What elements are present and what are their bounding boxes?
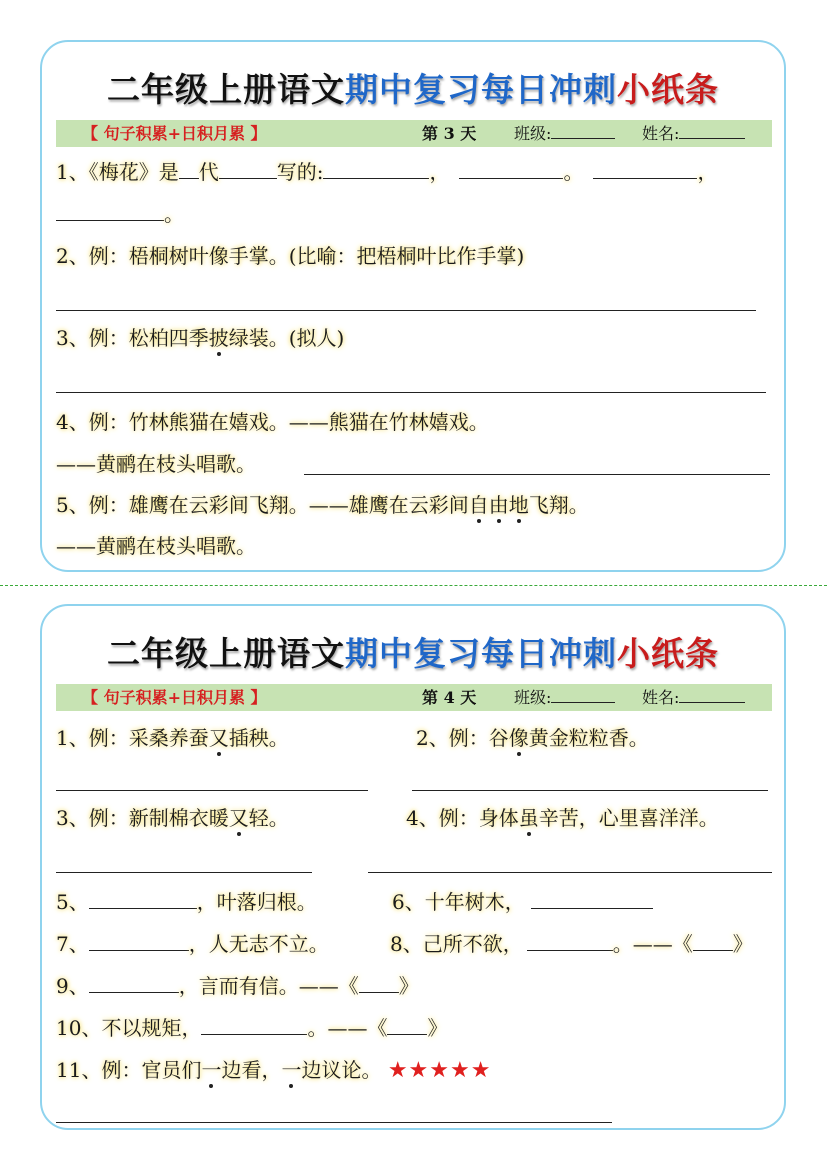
q11-dotted-char-1: 一 — [201, 1058, 222, 1082]
q1-comma-1: ， — [429, 160, 450, 184]
q5-blank[interactable] — [89, 890, 197, 909]
q3-text-a: 3、例：松柏四季 — [56, 326, 209, 350]
card-title — [42, 64, 784, 111]
question-5-line2: ——黄鹂在枝头唱歌。 — [56, 534, 256, 558]
q1-blank-line2[interactable] — [459, 160, 563, 179]
q9-source-blank[interactable] — [359, 974, 399, 993]
q8-text-c: 》 — [732, 932, 753, 956]
q10-source-blank[interactable] — [387, 1016, 427, 1035]
title-part3: 小纸条 — [617, 634, 719, 673]
q2-answer-line[interactable] — [56, 310, 756, 311]
q8-source-blank[interactable] — [693, 932, 733, 951]
question-4-line2 — [56, 450, 256, 478]
day-label: 第 3 天 — [422, 124, 477, 143]
header-band — [56, 684, 772, 711]
q2-answer-line[interactable] — [412, 790, 768, 791]
q2-text-b: 黄金粒粒香。 — [528, 726, 649, 750]
question-10 — [56, 1014, 447, 1042]
title-part1: 二年级上册语文 — [107, 70, 345, 109]
q8-blank[interactable] — [527, 932, 613, 951]
q5-dotted-char-2: 由 — [488, 493, 509, 517]
q5-text-a: 5、例：雄鹰在云彩间飞翔。——雄鹰在云彩间 — [56, 493, 469, 517]
question-9 — [56, 972, 419, 1000]
q1-blank-line3[interactable] — [593, 160, 697, 179]
question-4 — [406, 804, 719, 832]
q1-blank-line1[interactable] — [323, 160, 429, 179]
title-part3: 小纸条 — [617, 70, 719, 109]
q6-blank[interactable] — [531, 890, 653, 909]
q7-text-a: 7、 — [56, 932, 89, 956]
q5-text-a: 5、 — [56, 890, 89, 914]
q3-text-a: 3、例：新制棉衣暖 — [56, 806, 229, 830]
q7-text-b: ，人无志不立。 — [188, 932, 329, 956]
title-part1: 二年级上册语文 — [107, 634, 345, 673]
title-part2: 期中复习每日冲刺 — [345, 70, 617, 109]
q1-dotted-char: 又 — [208, 726, 229, 750]
q2-dotted-char: 像 — [508, 726, 529, 750]
q6-text-a: 6、十年树木， — [392, 890, 525, 914]
title-part2: 期中复习每日冲刺 — [345, 634, 617, 673]
question-2 — [416, 724, 649, 752]
q9-blank[interactable] — [89, 974, 179, 993]
class-label: 班级: — [514, 688, 552, 707]
q1-period-1: 。 — [563, 160, 584, 184]
question-5 — [56, 888, 317, 916]
name-field[interactable] — [642, 120, 745, 147]
q1-answer-line[interactable] — [56, 790, 368, 791]
q4-dotted-char: 虽 — [518, 806, 539, 830]
q3-answer-line[interactable] — [56, 872, 312, 873]
section-tag: 【 句子积累+日积月累 】 — [82, 124, 267, 143]
q1-text-b: 代 — [198, 160, 219, 184]
q11-answer-line[interactable] — [56, 1122, 612, 1123]
question-11 — [56, 1056, 491, 1085]
q3-text-b: 轻。 — [248, 806, 289, 830]
q10-text-b: 。——《 — [307, 1016, 388, 1040]
question-3 — [56, 804, 289, 832]
q4-answer-line[interactable] — [368, 872, 772, 873]
q4-answer-line[interactable] — [304, 474, 770, 475]
class-blank[interactable] — [551, 684, 615, 703]
q3-dotted-char: 披 — [208, 326, 229, 350]
q8-text-b: 。——《 — [612, 932, 693, 956]
question-7 — [56, 930, 329, 958]
question-8 — [390, 930, 753, 958]
q11-text-b: 边看， — [221, 1058, 282, 1082]
q1-text-a: 1、《梅花》是 — [56, 160, 179, 184]
q4-prompt: ——黄鹂在枝头唱歌。 — [56, 452, 256, 476]
q3-text-b: 绿装。(拟人) — [228, 326, 345, 350]
difficulty-stars: ★★★★★ — [387, 1058, 492, 1083]
question-2: 2、例：梧桐树叶像手掌。(比喻：把梧桐叶比作手掌) — [56, 244, 525, 268]
question-1 — [56, 158, 717, 186]
q8-text-a: 8、己所不欲， — [390, 932, 523, 956]
q3-answer-line[interactable] — [56, 392, 766, 393]
q1-text-c: 写的: — [276, 160, 324, 184]
question-5 — [56, 491, 589, 519]
q1-period-2: 。 — [164, 202, 184, 226]
q7-blank[interactable] — [89, 932, 189, 951]
q3-dotted-char: 又 — [228, 806, 249, 830]
question-6 — [392, 888, 653, 916]
q1-text-b: 插秧。 — [228, 726, 289, 750]
q10-blank[interactable] — [201, 1016, 307, 1035]
header-band — [56, 120, 772, 147]
name-field[interactable] — [642, 684, 745, 711]
q1-text-a: 1、例：采桑养蚕 — [56, 726, 209, 750]
q9-text-b: ，言而有信。——《 — [178, 974, 359, 998]
q1-comma-2: ， — [697, 160, 718, 184]
question-4: 4、例：竹林熊猫在嬉戏。——熊猫在竹林嬉戏。 — [56, 410, 489, 434]
class-blank[interactable] — [551, 120, 615, 139]
worksheet-card-day3 — [40, 40, 786, 572]
name-blank[interactable] — [679, 120, 745, 139]
q9-text-a: 9、 — [56, 974, 89, 998]
class-label: 班级: — [514, 124, 552, 143]
q9-text-c: 》 — [398, 974, 419, 998]
q2-text-a: 2、例：谷 — [416, 726, 509, 750]
section-tag: 【 句子积累+日积月累 】 — [82, 688, 267, 707]
q5-text-b: 飞翔。 — [528, 493, 589, 517]
q11-dotted-char-2: 一 — [281, 1058, 302, 1082]
q10-text-a: 10、不以规矩， — [56, 1016, 202, 1040]
q4-text-b: 辛苦，心里喜洋洋。 — [538, 806, 719, 830]
worksheet-card-day4 — [40, 604, 786, 1130]
name-label: 姓名: — [642, 124, 680, 143]
q5-dotted-char-1: 自 — [468, 493, 489, 517]
q11-text-a: 11、例：官员们 — [56, 1058, 202, 1082]
q4-text-a: 4、例：身体 — [406, 806, 519, 830]
q1-blank-author[interactable] — [219, 160, 277, 179]
question-1-continued — [56, 200, 184, 228]
cut-line-divider — [0, 585, 827, 586]
name-label: 姓名: — [642, 688, 680, 707]
q5-dotted-char-3: 地 — [508, 493, 529, 517]
name-blank[interactable] — [679, 684, 745, 703]
q1-blank-dynasty[interactable] — [179, 160, 199, 179]
class-field[interactable] — [514, 120, 615, 147]
q5-text-b: ，叶落归根。 — [196, 890, 317, 914]
q11-text-c: 边议论。 — [301, 1058, 382, 1082]
q10-text-c: 》 — [427, 1016, 448, 1040]
question-3 — [56, 324, 344, 352]
card-title — [42, 628, 784, 675]
day-label: 第 4 天 — [422, 688, 477, 707]
q1-blank-line4[interactable] — [56, 202, 164, 221]
question-1 — [56, 724, 289, 752]
class-field[interactable] — [514, 684, 615, 711]
